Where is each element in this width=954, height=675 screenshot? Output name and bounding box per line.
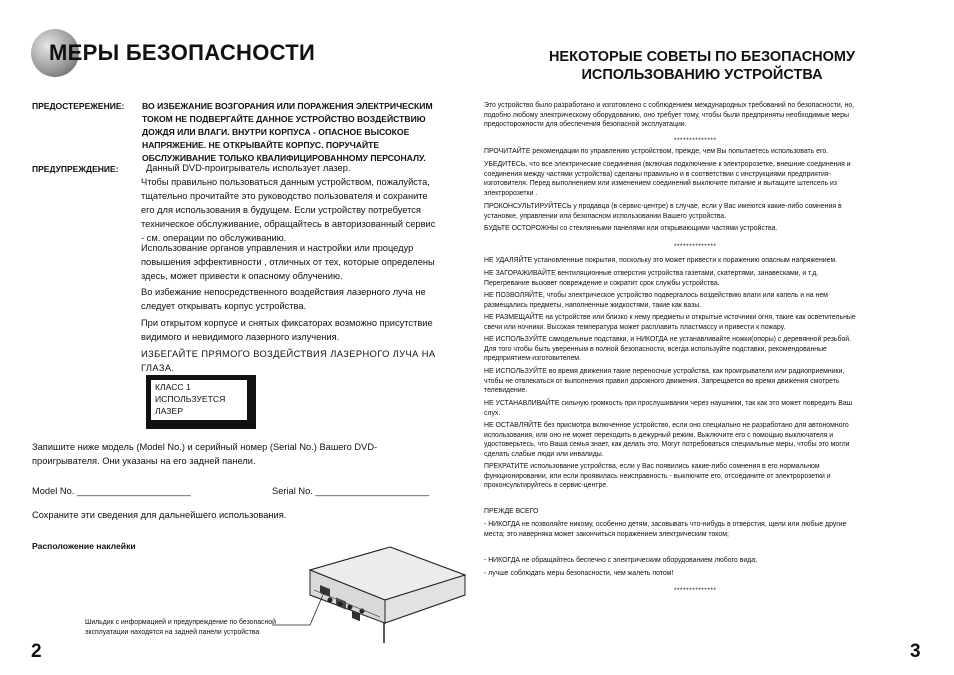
intro-paragraph: Это устройство было разработано и изготовлено с соблюдением международных требований по безопасности, но, подобно любому электрическому оборудованию, оно требует тому, чтобы были предприняты необходимые меры предосторожности для обеспечения безопасной эксплуатации. <box>484 102 855 128</box>
warning-label: ПРЕДУПРЕЖДЕНИЕ: <box>32 164 119 174</box>
right-page-title: НЕКОТОРЫЕ СОВЕТЫ ПО БЕЗОПАСНОМУ ИСПОЛЬЗОВАНИЮ УСТРОЙСТВА <box>548 49 856 83</box>
warning-paragraph-2: Использование органов управления и настройки или процедур повышения эффективности , отличных от тех, которые определены здесь, может привести к опасному облучению. <box>141 243 435 281</box>
model-number-field: Model No. ______________________ <box>32 486 191 496</box>
keep-info-note: Сохраните эти сведения для дальнейшего использования. <box>32 510 287 520</box>
advice-check-connections: УБЕДИТЕСЬ, что все электрические соединения (включая подключение к электророзетке, внешние соединения и соединения между частями устройства) сделаны правильно и в соответствии с инструкциями предприятия- изготовителя. Перед выполнением или изменением соединений выключите питание и вытащите штепсель из электророзетки . <box>484 161 851 197</box>
advice-consult: ПРОКОНСУЛЬТИРУЙТЕСЬ у продавца (в сервис-центре) в случае, если у Вас имеются какие-либо сомнения в установке, управлении или безопасном использовании Вашего устройства. <box>484 203 842 220</box>
better-safe: - лучше соблюдать меры безопасности, чем жалеть потом! <box>484 570 674 577</box>
never-insert-objects: - НИКОГДА не позволяйте никому, особенно детям, засовывать что-нибудь в отверстия, щели или любые другие места; это наверняка может закончиться поражением электрическим током; <box>484 521 847 538</box>
warning-paragraph-3: Во избежание непосредственного воздействия лазерного луча не следует открывать корпус устройства. <box>141 287 426 311</box>
advice-glass: БУДЬТЕ ОСТОРОЖНЫ со стеклянными панелями или открывающими частями устройства. <box>484 225 778 232</box>
dont-use-while-driving: НЕ ИСПОЛЬЗУЙТЕ во время движения такие переносные устройства, как проигрыватели или радиоприемники, чтобы не отвлекаться от выполнения правил дорожного движения. Запрещается во время движения смотреть телевидение. <box>484 368 845 394</box>
caution-label: ПРЕДОСТЕРЕЖЕНИЕ: <box>32 101 125 111</box>
warning-paragraph-4: При открытом корпусе и снятых фиксаторах возможно присутствие видимого и невидимого лазерного излучения. <box>141 318 433 342</box>
page-title: МЕРЫ БЕЗОПАСНОСТИ <box>49 40 316 65</box>
laser-class-label: КЛАСС 1 ИСПОЛЬЗУЕТСЯ ЛАЗЕР <box>146 375 256 429</box>
dont-place-flames: НЕ РАЗМЕЩАЙТЕ на устройстве или близко к нему предметы и открытые источники огня, такие как осветительные свечи или ночники. Высокая температура может расплавить пластмассу и привести к пожару. <box>484 314 856 331</box>
label-caption: Шильдик с информацией и предупреждение по безопасной эксплуатации находятся на задней панели устройства <box>85 619 276 636</box>
avoid-laser-notice: ИЗБЕГАЙТЕ ПРЯМОГО ВОЗДЕЙСТВИЯ ЛАЗЕРНОГО ЛУЧА НА ГЛАЗА. <box>141 349 436 373</box>
separator-stars-2: ************** <box>674 243 717 250</box>
page-number-left: 2 <box>31 641 42 662</box>
dont-expose-moisture: НЕ ПОЗВОЛЯЙТЕ, чтобы электрическое устройство подвергалось воздействию влаги или капель и на нем размещались предметы, наполненные жидкостями, такие как вазы. <box>484 292 828 309</box>
separator-stars-3: ************** <box>674 587 717 594</box>
label-pointer-line <box>270 585 330 635</box>
stop-using-if-doubt: ПРЕКРАТИТЕ использование устройства, если у Вас появились какие-либо сомнения в его нормальном функционировании, или если проявилась неисправность - выключите его, отсоедините от электророзетки и проконсультируйтесь в сервис-центре. <box>484 463 831 489</box>
never-careless: - НИКОГДА не обращайтесь беспечно с электрическим оборудованием любого вида; <box>484 557 757 564</box>
dont-block-vents: НЕ ЗАГОРАЖИВАЙТЕ вентиляционные отверстия устройства газетами, скатертями, занавесками, и т.д. Перегревание вызовет повреждение и сократит срок службы устройства. <box>484 270 819 287</box>
dont-remove-covers: НЕ УДАЛЯЙТЕ установленные покрытия, поскольку это может привести к поражению опасным напряжением. <box>484 257 838 264</box>
caution-text: ВО ИЗБЕЖАНИЕ ВОЗГОРАНИЯ ИЛИ ПОРАЖЕНИЯ ЭЛЕКТРИЧЕСКИМ ТОКОМ НЕ ПОДВЕРГАЙТЕ ДАННОЕ УСТРОЙСТВО ВОЗДЕЙСТВИЮ ДОЖДЯ ИЛИ ВЛАГИ. ВНУТРИ КОРПУСА - ОПАСНОЕ ВЫСОКОЕ НАПРЯЖЕНИЕ. НЕ ОТКРЫВАЙТЕ КОРПУС. ПОРУЧАЙТЕ ОБСЛУЖИВАНИЕ ТОЛЬКО КВАЛИФИЦИРОВАННОМУ ПЕРСОНАЛУ. <box>142 101 433 163</box>
warning-paragraph-1: Чтобы правильно пользоваться данным устройством, пожалуйста, тщательно прочитайте это руководство пользователя и сохраните его для использования в будущем. Если устройству потребуется техническое обслуживание, обращайтесь в авторизованный сервис - см. операции по обслуживанию. <box>141 177 436 243</box>
dont-use-homemade-stands: НЕ ИСПОЛЬЗУЙТЕ самодельные подставки, и НИКОГДА не устанавливайте ножки(опоры) с деревянной резьбой. Для того чтобы быть уверенным в полной безопасности, всегда используйте подставки, рекомендованные предприятием-изготовителем. <box>484 336 852 362</box>
page-number-right: 3 <box>910 641 921 662</box>
separator-stars-1: ************** <box>674 137 717 144</box>
warning-first-line: Данный DVD-проигрыватель использует лазер. <box>146 163 351 173</box>
label-location-heading: Расположение наклейки <box>32 541 136 551</box>
dont-leave-unattended: НЕ ОСТАВЛЯЙТЕ без присмотра включенное устройство, если оно специально не разработано для автономного использования, или оно не может переходить в дежурный режим. Выключите его с помощью выключателя и удостоверьтесь, что Ваша семья знает, как делать это. Могут потребоваться специальные меры, чтобы это могли сделать слабые люди или инвалиды. <box>484 422 850 458</box>
serial-number-field: Serial No. ______________________ <box>272 486 430 496</box>
record-instructions: Запишите ниже модель (Model No.) и серийный номер (Serial No.) Вашего DVD- проигрывателя. Они указаны на его задней панели. <box>32 442 378 466</box>
dont-loud-headphones: НЕ УСТАНАВЛИВАЙТЕ сильную громкость при прослушивании через наушники, так как это может повредить Ваш слух. <box>484 400 853 417</box>
above-all-heading: ПРЕЖДЕ ВСЕГО <box>484 508 539 515</box>
advice-read: ПРОЧИТАЙТЕ рекомендации по управлению устройством, прежде, чем Вы попытаетесь использовать его. <box>484 148 829 155</box>
